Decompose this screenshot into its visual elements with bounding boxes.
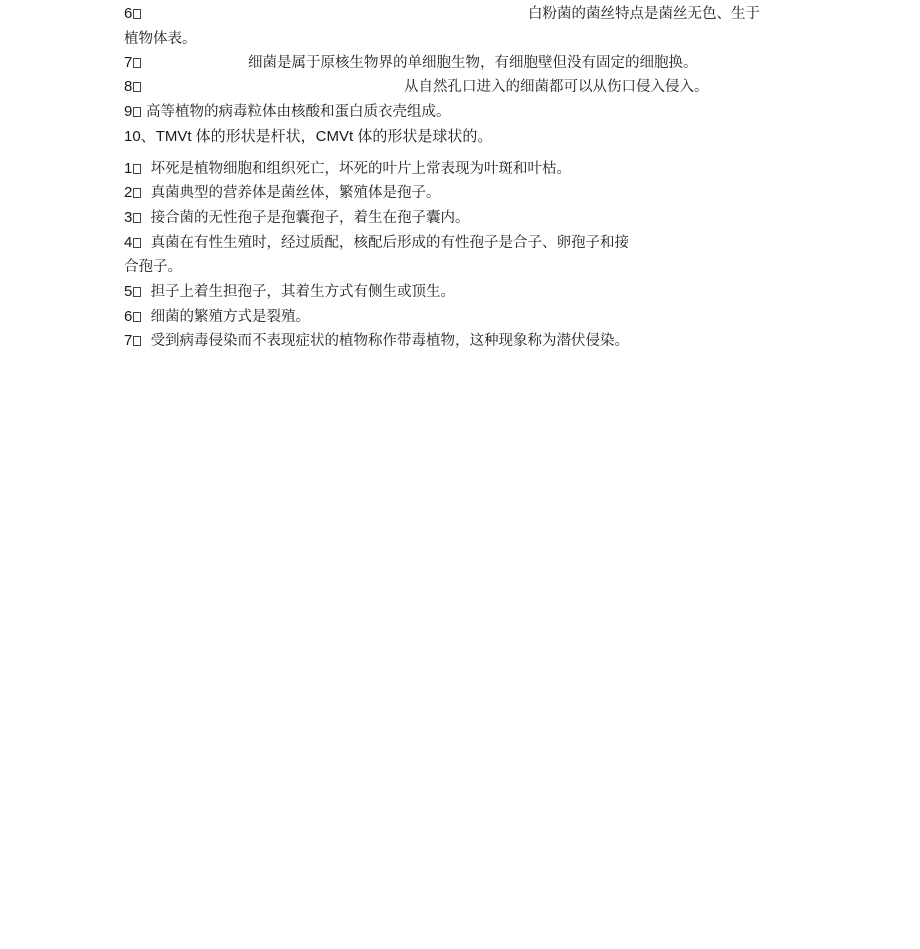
item-text-continuation: 植物体表。 bbox=[124, 31, 197, 47]
missing-glyph-box bbox=[133, 213, 141, 223]
item-text: 白粉菌的菌丝特点是菌丝无色、生于 bbox=[528, 6, 760, 22]
item-text: TMVt 体的形状是杆状，CMVt 体的形状是球状的。 bbox=[155, 128, 493, 145]
item-number: 3 bbox=[124, 209, 133, 226]
missing-glyph-box bbox=[133, 107, 141, 117]
missing-glyph-box bbox=[133, 287, 141, 297]
missing-glyph-box bbox=[133, 336, 141, 346]
item-text: 接合菌的无性孢子是孢囊孢子，着生在孢子囊内。 bbox=[150, 210, 470, 226]
list-item-b2 bbox=[124, 183, 441, 203]
list-item-a8 bbox=[124, 77, 141, 97]
item-number: 2 bbox=[124, 184, 133, 201]
missing-glyph-box bbox=[133, 238, 141, 248]
item-text: 真菌在有性生殖时，经过质配，核配后形成的有性孢子是合子、卵孢子和接 bbox=[150, 235, 630, 251]
missing-glyph-box bbox=[133, 82, 141, 92]
missing-glyph-box bbox=[133, 9, 141, 19]
item-text: 受到病毒侵染而不表现症状的植物称作带毒植物，这种现象称为潜伏侵染。 bbox=[150, 333, 630, 349]
item-text: 细菌是属于原核生物界的单细胞生物，有细胞壁但没有固定的细胞换。 bbox=[248, 55, 698, 71]
item-number: 7 bbox=[124, 332, 133, 349]
item-number: 7 bbox=[124, 54, 133, 71]
missing-glyph-box bbox=[133, 58, 141, 68]
item-number: 10、 bbox=[124, 128, 156, 145]
item-text-continuation: 合孢子。 bbox=[124, 259, 182, 275]
item-text: 坏死是植物细胞和组织死亡，坏死的叶片上常表现为叶斑和叶枯。 bbox=[150, 161, 572, 177]
item-text: 从自然孔口进入的细菌都可以从伤口侵入侵入。 bbox=[404, 79, 709, 95]
list-item-b1 bbox=[124, 159, 571, 179]
missing-glyph-box bbox=[133, 312, 141, 322]
item-number: 8 bbox=[124, 78, 133, 95]
list-item-a7 bbox=[124, 53, 141, 73]
list-item-b6 bbox=[124, 307, 310, 327]
item-number: 4 bbox=[124, 234, 133, 251]
item-number: 1 bbox=[124, 160, 133, 177]
item-number: 5 bbox=[124, 283, 133, 300]
item-number: 6 bbox=[124, 5, 133, 22]
missing-glyph-box bbox=[133, 188, 141, 198]
list-item-a10 bbox=[124, 127, 492, 147]
item-text: 真菌典型的营养体是菌丝体，繁殖体是孢子。 bbox=[150, 185, 441, 201]
list-item-b7 bbox=[124, 331, 629, 351]
missing-glyph-box bbox=[133, 164, 141, 174]
item-text: 高等植物的病毒粒体由核酸和蛋白质衣壳组成。 bbox=[145, 104, 451, 120]
list-item-b5 bbox=[124, 282, 455, 302]
item-number: 9 bbox=[124, 103, 133, 120]
list-item-b3 bbox=[124, 208, 470, 228]
item-number: 6 bbox=[124, 308, 133, 325]
list-item-a6 bbox=[124, 4, 141, 24]
item-text: 担子上着生担孢子，其着生方式有侧生或顶生。 bbox=[150, 284, 456, 300]
item-text: 细菌的繁殖方式是裂殖。 bbox=[150, 309, 311, 325]
list-item-a9 bbox=[124, 102, 450, 122]
list-item-b4 bbox=[124, 233, 629, 253]
